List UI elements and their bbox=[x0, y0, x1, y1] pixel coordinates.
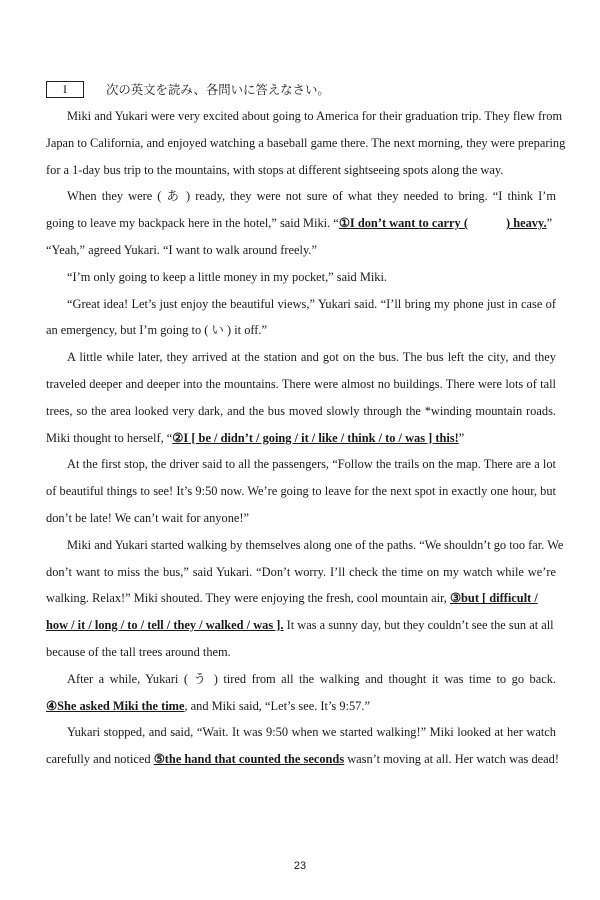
passage-line: traveled deeper and deeper into the mountains. There were almost no buildings. There were lots of tall bbox=[46, 376, 556, 391]
passage-line: going to leave my backpack here in the hotel,” said Miki. “①I don’t want to carry ( ) heavy.” bbox=[46, 216, 553, 231]
underline-q3: ③but [ difficult / bbox=[449, 591, 538, 606]
line-text: Miki thought to herself, “ bbox=[46, 430, 173, 445]
passage-line: At the first stop, the driver said to all the passengers, “Follow the trails on the map. There are a lot bbox=[67, 457, 556, 472]
passage-line: Miki and Yukari were very excited about going to America for their graduation trip. They flew from bbox=[67, 109, 563, 123]
underline-q5: ⑤the hand that counted the seconds bbox=[153, 752, 345, 767]
passage-line: don’t be late! We can’t wait for anyone!” bbox=[46, 510, 250, 525]
passage-line: because of the tall trees around them. bbox=[46, 644, 231, 659]
section-header bbox=[46, 80, 330, 98]
passage-line: Miki and Yukari started walking by themselves along one of the paths. “We shouldn’t go too far. We bbox=[67, 537, 564, 552]
line-text: walking. Relax!” Miki shouted. They were enjoying the fresh, cool mountain air, bbox=[46, 591, 450, 606]
section-instruction: 次の英文を読み、各問いに答えなさい。 bbox=[106, 83, 330, 97]
underline-q1: ①I don’t want to carry ( ) heavy. bbox=[338, 216, 547, 231]
passage-line: of beautiful things to see! It’s 9:50 now. We’re going to leave for the next spot in exactly one hour, but bbox=[46, 484, 556, 499]
passage-line: don’t want to miss the bus,” said Yukari. “Don’t worry. I’ll check the time on my watch while we’re bbox=[46, 564, 556, 579]
passage-line: for a 1-day bus trip to the mountains, with stops at different sightseeing spots along the way. bbox=[46, 162, 504, 177]
page-number: 23 bbox=[293, 860, 307, 872]
passage-line: trees, so the area looked very dark, and the bus moved slowly through the *winding mountain roads. bbox=[46, 403, 556, 418]
section-label-box: I bbox=[46, 81, 84, 98]
passage bbox=[46, 103, 566, 773]
passage-line: Japan to California, and enjoyed watching a baseball game there. The next morning, they were preparing bbox=[46, 135, 566, 150]
passage-line: A little while later, they arrived at the station and got on the bus. The bus left the city, and they bbox=[67, 350, 556, 365]
underline-q3-cont: how / it / long / to / tell / they / walked / was ]. bbox=[46, 618, 284, 633]
underline-q4: ④She asked Miki the time bbox=[46, 698, 185, 713]
passage-line: When they were ( あ ) ready, they were not sure of what they needed to bring. “I think I’m bbox=[67, 189, 556, 204]
passage-line: how / it / long / to / tell / they / walked / was ]. It was a sunny day, but they couldn’t see the sun at all bbox=[46, 618, 554, 633]
passage-line: carefully and noticed ⑤the hand that counted the seconds wasn’t moving at all. Her watch was dead! bbox=[46, 752, 559, 767]
passage-line: an emergency, but I’m going to ( い ) it off.” bbox=[46, 323, 268, 338]
passage-line bbox=[46, 585, 556, 612]
passage-line: “Great idea! Let’s just enjoy the beautiful views,” Yukari said. “I’ll bring my phone just in case of bbox=[67, 296, 556, 311]
passage-line: Yukari stopped, and said, “Wait. It was 9:50 when we started walking!” Miki looked at her watch bbox=[67, 725, 556, 740]
passage-line: Miki thought to herself, “②I [ be / didn’t / going / it / like / think / to / was ] this!” bbox=[46, 430, 465, 445]
passage-line: After a while, Yukari ( う ) tired from all the walking and thought it was time to go back. bbox=[67, 671, 556, 686]
passage-line: “I’m only going to keep a little money in my pocket,” said Miki. bbox=[67, 269, 388, 284]
passage-line: “Yeah,” agreed Yukari. “I want to walk around freely.” bbox=[46, 242, 317, 257]
line-text: going to leave my backpack here in the hotel,” said Miki. “ bbox=[46, 216, 339, 231]
underline-q2: ②I [ be / didn’t / going / it / like / think / to / was ] this! bbox=[172, 430, 459, 445]
passage-line: ④She asked Miki the time, and Miki said, “Let’s see. It’s 9:57.” bbox=[46, 698, 370, 713]
line-text: carefully and noticed bbox=[46, 752, 154, 767]
